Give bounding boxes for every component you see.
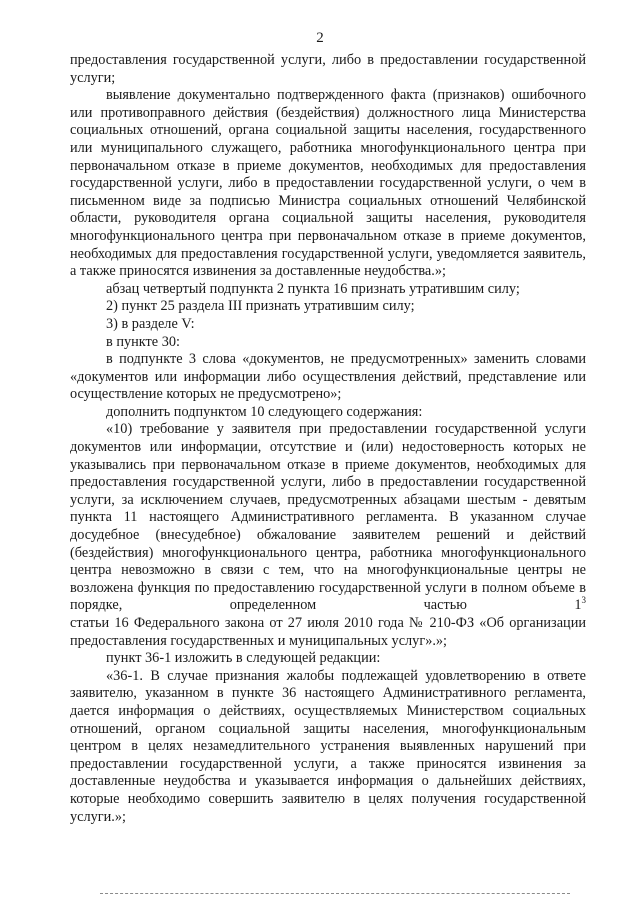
document-body <box>70 52 586 826</box>
paragraph: «36-1. В случае признания жалобы подлежащей удовлетворению в ответе заявителю, указанном в пункте 36 настоящего Административного регламента, дается информация о действиях, осуществляемых Министерством социальных отношений, органом социальной защиты населения, многофункциональным центром в целях незамедлительного устранения выявленных нарушений при предоставлении государственной услуги, а также приносятся извинения за доставленные неудобства и указывается информация о дальнейших действиях, которые необходимо совершить заявителю в целях получения государственной услуги.»; <box>70 667 586 825</box>
paragraph: дополнить подпунктом 10 следующего содержания: <box>106 403 423 420</box>
paragraph: выявление документально подтвержденного факта (признаков) ошибочного или противоправного действия (бездействия) должностного лица Министерства социальных отношений, органа социальной защиты населения, государственного или муниципального служащего, работника многофункционального центра при первоначальном отказе в приеме документов, необходимых для предоставления государственной услуги, либо в предоставлении государственной услуги, о чем в письменном виде за подписью Министра социальных отношений Челябинской области, руководителя органа социальной защиты населения, руководителя многофункционального центра при первоначальном отказе в приеме документов, необходимых для предоставления государственной услуги, уведомляется заявитель, а также приносятся извинения за доставленные неудобства.»; <box>70 87 586 280</box>
paragraph: в пункте 30: <box>106 333 180 350</box>
paragraph-text: «10) требование у заявителя при предоставлении государственной услуги документов или информации, отсутствие и (или) недостоверность которых не указывались при первоначальном отказе в приеме документов, необходимых для предоставления государственной услуги, либо в предоставлении государственной услуги, за исключением случаев, предусмотренных абзацами шестым - девятым пункта 11 настоящего Административного регламента. В указанном случае досудебное (внесудебное) обжалование заявителем решений и действий (бездействия) многофункционального центра, работника многофункционального центра невозможно в связи с тем, что на многофункциональные центры не возложена функция по предоставлению государственной услуги в полном объеме в порядке, определенном частью 1 <box>70 421 586 614</box>
superscript: 3 <box>581 595 586 606</box>
paragraph <box>70 421 586 615</box>
paragraph: статьи 16 Федерального закона от 27 июля 2010 года № 210-ФЗ «Об организации предоставления государственных и муниципальных услуг».»; <box>70 615 586 649</box>
paragraph: абзац четвертый подпункта 2 пункта 16 признать утратившим силу; <box>106 280 520 297</box>
paragraph: предоставления государственной услуги, либо в предоставлении государственной услуги; <box>70 52 586 86</box>
scan-edge-line <box>100 893 570 894</box>
paragraph: 2) пункт 25 раздела III признать утратившим силу; <box>106 298 415 315</box>
paragraph: пункт 36-1 изложить в следующей редакции: <box>106 650 381 667</box>
paragraph: в подпункте 3 слова «документов, не предусмотренных» заменить словами «документов или информации либо осуществления действий, представление или осуществление которых не предусмотрено»; <box>70 351 586 403</box>
paragraph: 3) в разделе V: <box>106 315 195 332</box>
page-number: 2 <box>316 30 324 46</box>
